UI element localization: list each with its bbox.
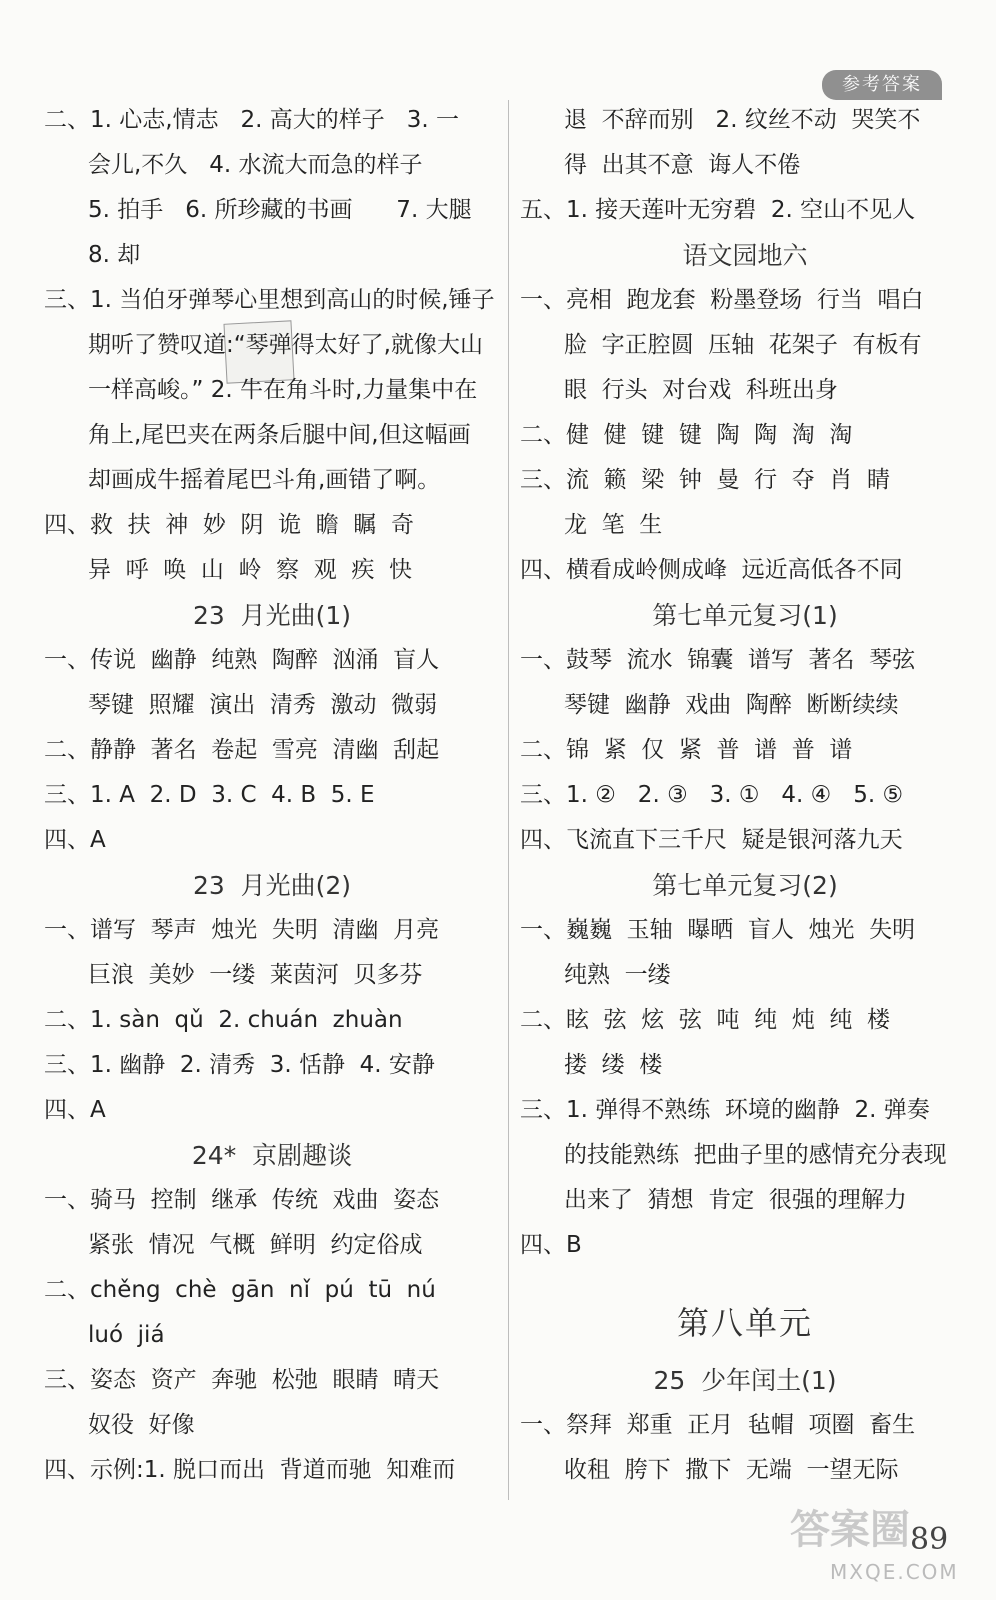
answer-line: 四、横看成岭侧成峰 远近高低各不同 xyxy=(520,557,903,583)
answer-line: 三、1. 当伯牙弹琴心里想到高山的时候,锤子 xyxy=(44,287,495,313)
answer-line: 8. 却 xyxy=(88,242,141,268)
right-column xyxy=(520,98,970,1493)
section-title: 语文园地六 xyxy=(682,241,808,270)
answer-line: 退 不辞而别 2. 纹丝不动 哭笑不 xyxy=(564,107,921,133)
answer-line: 二、1. sàn qǔ 2. chuán zhuàn xyxy=(44,1007,403,1033)
answer-line: 的技能熟练 把曲子里的感情充分表现 xyxy=(564,1142,947,1168)
answer-line: 会儿,不久 4. 水流大而急的样子 xyxy=(88,152,423,178)
answer-line: 三、姿态 资产 奔驰 松弛 眼睛 晴天 xyxy=(44,1367,440,1393)
answer-line: 一样高峻。” 2. 牛在角斗时,力量集中在 xyxy=(88,377,478,403)
answer-line: 眼 行头 对台戏 科班出身 xyxy=(564,377,838,403)
answer-line: 一、骑马 控制 继承 传统 戏曲 姿态 xyxy=(44,1187,440,1213)
answer-line: 二、1. 心志,情志 2. 高大的样子 3. 一 xyxy=(44,107,459,133)
answer-line: 三、1. A 2. D 3. C 4. B 5. E xyxy=(44,782,375,808)
section-title: 25 少年闰土(1) xyxy=(653,1366,837,1395)
answer-line: 四、救 扶 神 妙 阴 诡 瞻 瞩 奇 xyxy=(44,512,414,538)
section-title: 23 月光曲(2) xyxy=(192,871,352,900)
answer-line: luó jiá xyxy=(88,1322,165,1348)
answer-line: 一、巍巍 玉轴 曝晒 盲人 烛光 失明 xyxy=(520,917,916,943)
answer-line: 二、静静 著名 卷起 雪亮 清幽 刮起 xyxy=(44,737,440,763)
section-title: 第七单元复习(2) xyxy=(652,871,838,900)
page-number: 89 xyxy=(910,1522,949,1557)
left-column xyxy=(44,98,500,1493)
answer-line: 纯熟 一缕 xyxy=(564,962,671,988)
answer-line: 琴键 幽静 戏曲 陶醉 断断续续 xyxy=(564,692,899,718)
answer-line: 一、祭拜 郑重 正月 毡帽 项圈 畜生 xyxy=(520,1412,916,1438)
section-title: 第七单元复习(1) xyxy=(652,601,838,630)
answer-line: 二、健 健 键 键 陶 陶 淘 淘 xyxy=(520,422,853,448)
answer-line: 一、鼓琴 流水 锦囊 谱写 著名 琴弦 xyxy=(520,647,916,673)
answer-line: 三、1. 幽静 2. 清秀 3. 恬静 4. 安静 xyxy=(44,1052,435,1078)
answer-line: 四、A xyxy=(44,827,106,853)
answer-line: 三、流 籁 梁 钟 曼 行 夺 肖 睛 xyxy=(520,467,890,493)
answer-line: 收租 胯下 撒下 无端 一望无际 xyxy=(564,1457,899,1483)
answer-line: 龙 笔 生 xyxy=(564,512,663,538)
answer-line: 脸 字正腔圆 压轴 花架子 有板有 xyxy=(564,332,922,358)
section-title: 24* 京剧趣谈 xyxy=(191,1141,353,1170)
answer-line: 三、1. ② 2. ③ 3. ① 4. ④ 5. ⑤ xyxy=(520,782,904,808)
answer-line: 二、chěng chè gān nǐ pú tū nú xyxy=(44,1277,436,1303)
watermark-logo: 答案圈 xyxy=(790,1507,910,1553)
answer-line: 巨浪 美妙 一缕 莱茵河 贝多芬 xyxy=(88,962,423,988)
answer-line: 紧张 情况 气概 鲜明 约定俗成 xyxy=(88,1232,423,1258)
answer-line: 5. 拍手 6. 所珍藏的书画 7. 大腿 xyxy=(88,197,472,223)
answer-line: 四、飞流直下三千尺 疑是银河落九天 xyxy=(520,827,903,853)
answer-line: 一、传说 幽静 纯熟 陶醉 汹涌 盲人 xyxy=(44,647,440,673)
answer-line: 一、谱写 琴声 烛光 失明 清幽 月亮 xyxy=(44,917,440,943)
answer-key-tag: 参考答案 xyxy=(822,70,942,100)
answer-line: 得 出其不意 诲人不倦 xyxy=(564,152,801,178)
watermark-url: MXQE.COM xyxy=(830,1560,959,1584)
answer-line: 二、眩 弦 炫 弦 吨 纯 炖 纯 楼 xyxy=(520,1007,890,1033)
section-title: 23 月光曲(1) xyxy=(192,601,352,630)
answer-line: 琴键 照耀 演出 清秀 激动 微弱 xyxy=(88,692,438,718)
answer-line: 角上,尾巴夹在两条后腿中间,但这幅画 xyxy=(88,422,471,448)
answer-line: 一、亮相 跑龙套 粉墨登场 行当 唱白 xyxy=(520,287,924,313)
answer-line: 奴役 好像 xyxy=(88,1412,195,1438)
answer-line: 期听了赞叹道:“琴弹得太好了,就像大山 xyxy=(88,332,483,358)
answer-line: 出来了 猜想 肯定 很强的理解力 xyxy=(564,1187,907,1213)
answer-line: 四、示例:1. 脱口而出 背道而驰 知难而 xyxy=(44,1457,456,1483)
answer-line: 四、A xyxy=(44,1097,106,1123)
answer-line: 五、1. 接天莲叶无穷碧 2. 空山不见人 xyxy=(520,197,916,223)
answer-line: 二、锦 紧 仅 紧 普 谱 普 谱 xyxy=(520,737,853,763)
column-divider xyxy=(508,100,509,1500)
answer-line: 却画成牛摇着尾巴斗角,画错了啊。 xyxy=(88,467,441,493)
answer-line: 三、1. 弹得不熟练 环境的幽静 2. 弹奏 xyxy=(520,1097,930,1123)
answer-line: 异 呼 唤 山 岭 察 观 疾 快 xyxy=(88,557,412,583)
answer-line: 搂 缕 楼 xyxy=(564,1052,663,1078)
answer-line: 四、B xyxy=(520,1232,582,1258)
unit-title: 第八单元 xyxy=(676,1304,813,1342)
